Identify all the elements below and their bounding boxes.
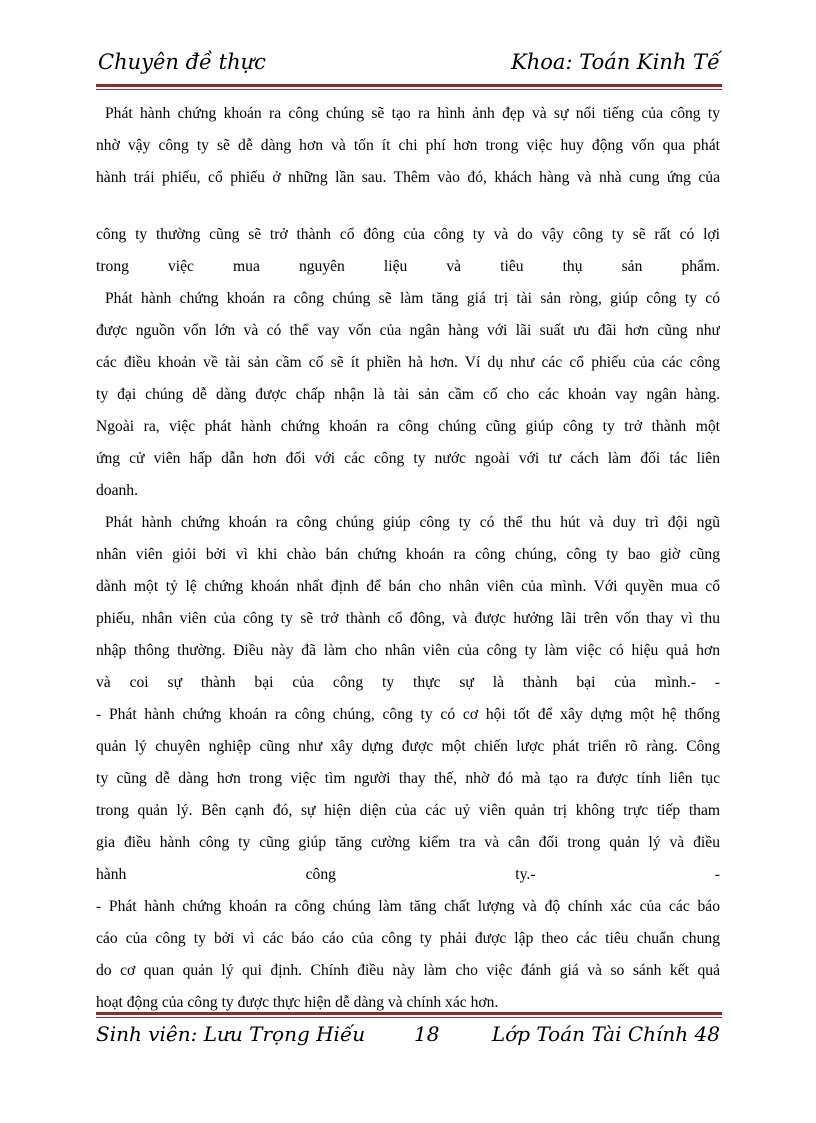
text-line: - Phát hành chứng khoán ra công chúng làm tăng chất lượng và độ chính xác của các báo: [96, 898, 720, 915]
text-line: được nguồn vốn lớn và có thể vay vốn của ngân hàng với lãi suất ưu đãi hơn cũng như: [96, 322, 720, 339]
text-line: Phát hành chứng khoán ra công chúng giúp công ty có thể thu hút và duy trì đội ngũ: [105, 514, 720, 531]
header-rule: [96, 84, 722, 90]
text-line: ứng cử viên hấp dẫn hơn đối với các công ty nước ngoài với tư cách làm đối tác liên: [96, 450, 720, 467]
text-line: hành công ty.- -: [96, 866, 720, 883]
text-line: nhập thông thường. Điều này đã làm cho nhân viên của công ty làm việc có hiệu quả hơn: [96, 642, 720, 659]
text-line: trong quản lý. Bên cạnh đó, sự hiện diện của các uỷ viên quản trị không trực tiếp tham: [96, 802, 720, 819]
text-line: ty cũng dễ dàng hơn trong việc tìm người thay thế, nhờ đó mà tạo ra được tính liên tục: [96, 770, 720, 787]
text-line: hoạt động của công ty được thực hiện dễ dàng và chính xác hơn.: [96, 994, 499, 1011]
text-line: công ty thường cũng sẽ trở thành cổ đông của công ty và do vậy công ty sẽ rất có lợi: [96, 226, 720, 243]
text-line: dành một tỷ lệ chứng khoán nhất định để bán cho nhân viên của mình. Với quyền mua cổ: [96, 578, 720, 595]
text-line: Ngoài ra, việc phát hành chứng khoán ra công chúng cũng giúp công ty trở thành một: [96, 418, 720, 435]
text-line: trong việc mua nguyên liệu và tiêu thụ sản phẩm.: [96, 258, 720, 275]
footer-rule: [96, 1012, 722, 1018]
text-line: quản lý chuyên nghiệp cũng như xây dựng được một chiến lược phát triển rõ ràng. Công: [96, 738, 720, 755]
text-line: do cơ quan quản lý qui định. Chính điều này làm cho việc đánh giá và so sánh kết quả: [96, 962, 720, 979]
text-line: nhờ vậy công ty sẽ dễ dàng hơn và tốn ít chi phí hơn trong việc huy động vốn qua phát: [96, 137, 720, 154]
text-line: - Phát hành chứng khoán ra công chúng, công ty có cơ hội tốt để xây dựng một hệ thống: [96, 706, 720, 723]
header-title: Chuyên đề thực: [98, 50, 266, 74]
page-footer: [96, 1022, 720, 1052]
text-line: gia điều hành công ty cũng giúp tăng cường kiểm tra và cân đối trong quản lý và điều: [96, 834, 720, 851]
text-line: hành trái phiếu, cổ phiếu ở những lần sau. Thêm vào đó, khách hàng và nhà cung ứng của: [96, 169, 720, 186]
text-line: các điều khoản về tài sản cầm cố sẽ ít phiền hà hơn. Ví dụ như các cổ phiếu của các công: [96, 354, 720, 371]
text-line: nhân viên giỏi bởi vì khi chào bán chứng khoán ra công chúng, công ty bao giờ cũng: [96, 546, 720, 563]
text-line: doanh.: [96, 482, 139, 499]
text-line: Phát hành chứng khoán ra công chúng sẽ tạo ra hình ảnh đẹp và sự nổi tiếng của công ty: [105, 105, 720, 122]
footer-student: Sinh viên: Lưu Trọng Hiếu: [96, 1022, 366, 1046]
text-line: ty đại chúng dễ dàng được chấp nhận là tài sản cầm cố cho các khoản vay ngân hàng.: [96, 386, 720, 403]
text-line: phiếu, nhân viên của công ty sẽ trở thành cổ đông, và được hưởng lãi trên vốn thay vì thu: [96, 610, 720, 627]
document-body: [96, 98, 720, 1019]
page-number: 18: [414, 1022, 440, 1046]
page-header: [96, 50, 720, 80]
text-line: cáo của công ty bởi vì các báo cáo của công ty phải được lập theo các tiêu chuẩn chung: [96, 930, 720, 947]
footer-class: Lớp Toán Tài Chính 48: [491, 1022, 720, 1046]
header-department: Khoa: Toán Kinh Tế: [511, 50, 720, 74]
text-line: và coi sự thành bại của công ty thực sự là thành bại của mình.- -: [96, 674, 720, 691]
text-line: Phát hành chứng khoán ra công chúng sẽ làm tăng giá trị tài sản ròng, giúp công ty có: [105, 290, 720, 307]
